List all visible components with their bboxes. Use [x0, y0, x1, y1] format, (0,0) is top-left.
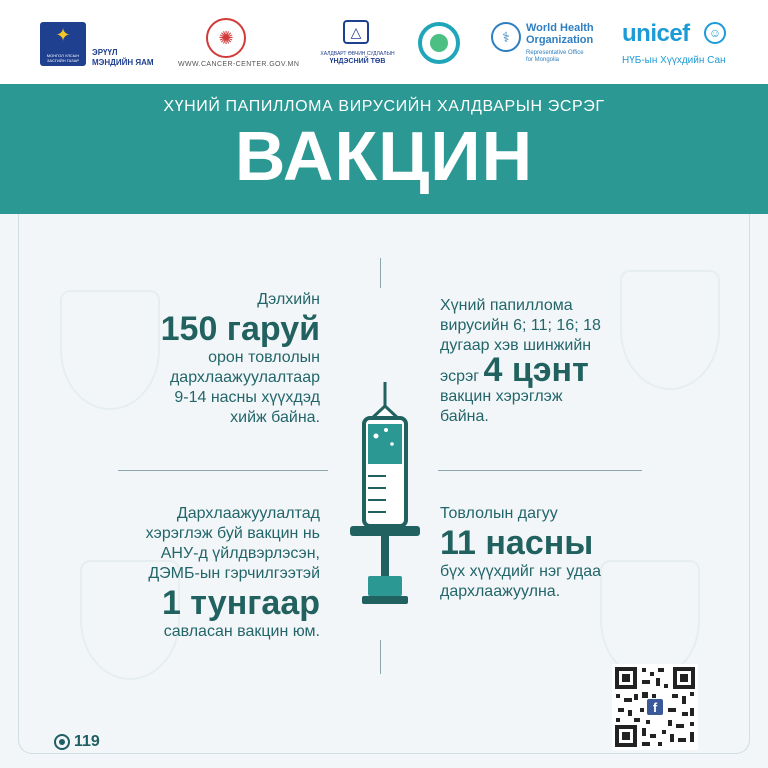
facebook-icon: f [652, 700, 658, 715]
phone-icon [54, 734, 70, 750]
fact-dose: Дархлаажуулалтад хэрэглэж буй вакцин нь АНУ-д үйлдвэрлэсэн, ДЭМБ-ын гэрчилгээтэй 1 тунгаар савласан вакцин юм. [90, 504, 320, 642]
title-banner [0, 84, 768, 214]
government-emblem-icon: ✦ МОНГОЛ УЛСЫН ЗАСГИЙН ГАЗАР [40, 22, 86, 66]
dose-highlight: 1 тунгаар [161, 584, 320, 622]
nchd-emblem-icon: △ [343, 20, 369, 44]
cancer-center-emblem-icon: ✺ [206, 18, 246, 58]
health-center-ring-icon [418, 22, 460, 64]
who-emblem-icon: ⚕ [491, 22, 521, 52]
ministry-of-health-logo-text: ЭРҮҮЛ МЭНДИЙН ЯАМ [92, 48, 154, 67]
hotline-number: 119 [74, 733, 100, 750]
fact-valency: Хүний папиллома вирусийн 6; 11; 16; 18 дугаар хэв шинжийн эсрэг 4 цэнт вакцин хэрэглэж байна. [440, 297, 601, 425]
unicef-subtitle: НҮБ-ын Хүүхдийн Сан [622, 55, 726, 66]
fact-age: Товлолын дагуу 11 насны бүх хүүхдийг нэг удаа дархлаажуулна. [440, 504, 700, 602]
horizontal-divider-left [118, 470, 328, 471]
banner-title: ВАКЦИН [234, 117, 534, 195]
qr-code[interactable] [612, 664, 698, 750]
unicef-globe-icon: ☺ [704, 22, 726, 44]
who-logo-title: World Health Organization [526, 22, 594, 46]
age-highlight: 11 насны [440, 524, 594, 562]
who-logo-subtitle: Representative Office for Mongolia [526, 50, 584, 63]
partner-logo-bar [0, 0, 768, 84]
valency-highlight: 4 цэнт [483, 351, 589, 389]
nchd-logo-text: ХАЛДВАРТ ӨВЧИН СУДЛАЛЫН ҮНДЭСНИЙ ТӨВ [320, 51, 395, 65]
horizontal-divider-right [438, 470, 642, 471]
hotline[interactable] [54, 733, 100, 751]
countries-highlight: 150 гаруй [160, 310, 320, 348]
syringe-icon [340, 380, 430, 630]
banner-subtitle: ХҮНИЙ ПАПИЛЛОМА ВИРУСИЙН ХАЛДВАРЫН ЭСРЭГ [163, 98, 605, 115]
fact-countries: Дэлхийн 150 гаруй орон товлолын дархлаажуулалтаар 9-14 насны хүүхдэд хийж байна. [90, 290, 320, 428]
vertical-divider-bottom [380, 640, 381, 674]
vertical-divider-top [380, 258, 381, 288]
cancer-center-url: WWW.CANCER-CENTER.GOV.MN [178, 61, 300, 68]
unicef-wordmark: unicef [622, 20, 690, 47]
